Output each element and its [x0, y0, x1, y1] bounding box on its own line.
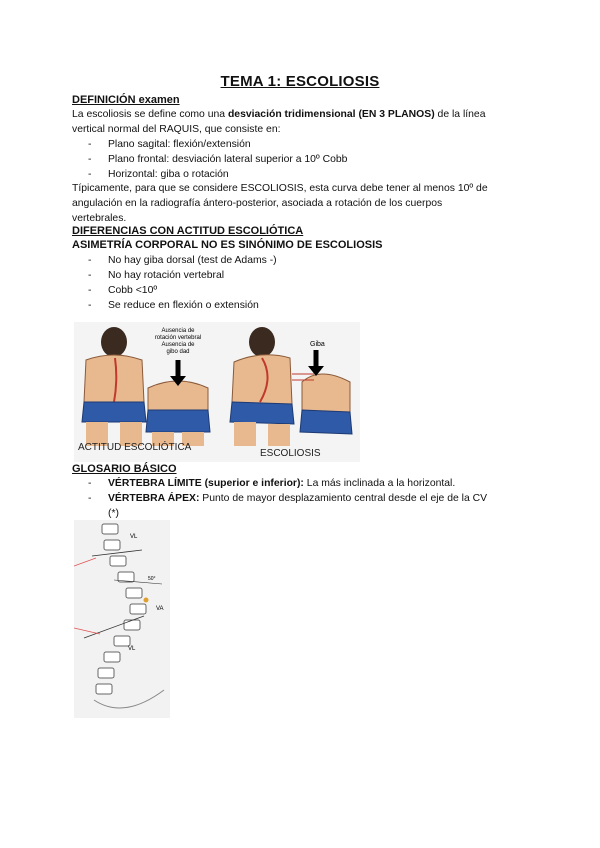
vertebra — [130, 604, 146, 614]
vertebra — [104, 540, 120, 550]
list-item: - Se reduce en flexión o extensión — [88, 300, 259, 311]
vertebra — [126, 588, 142, 598]
vertebra — [98, 668, 114, 678]
label-vl-top: VL — [130, 534, 138, 540]
page-title: TEMA 1: ESCOLIOSIS — [220, 73, 380, 90]
label-va: VA — [156, 606, 164, 612]
caption-right: ESCOLIOSIS — [260, 448, 321, 459]
bent-figure-right — [292, 350, 352, 434]
definition-text-bold: desviación tridimensional (EN 3 PLANOS) — [227, 109, 435, 120]
list-item: - Plano sagital: flexión/extensión — [88, 139, 251, 150]
vertebra — [102, 524, 118, 534]
list-item-continuation: (*) — [108, 508, 119, 519]
label-absence-2: rotación vertebral — [154, 335, 202, 341]
definition-text-line2: vertical normal del RAQUIS, que consiste en: — [72, 124, 281, 135]
list-item: - Cobb <10º — [88, 285, 158, 296]
bent-figure-left — [146, 360, 210, 446]
differences-heading: DIFERENCIAS CON ACTITUD ESCOLIÓTICA — [72, 225, 304, 237]
definition-heading: DEFINICIÓN examen — [72, 94, 180, 106]
caption-left: ACTITUD ESCOLIÓTICA — [78, 442, 192, 453]
vertebra — [124, 620, 140, 630]
list-item: - VÉRTEBRA ÁPEX: Punto de mayor desplazamiento central desde el eje de la CV — [88, 493, 488, 504]
vertebra — [104, 652, 120, 662]
list-item: - No hay rotación vertebral — [88, 270, 225, 281]
glossary-heading: GLOSARIO BÁSICO — [72, 463, 177, 475]
vertebra — [114, 636, 130, 646]
label-absence-3: Ausencia de — [161, 342, 195, 348]
comparison-illustration — [74, 322, 360, 462]
comparison-drawing — [74, 322, 360, 462]
label-absence-1: Ausencia de — [161, 328, 195, 334]
spine-xray-diagram — [74, 520, 170, 718]
definition-text-a: La escoliosis se define como una — [72, 109, 228, 120]
vertebra — [96, 684, 112, 694]
label-absence-4: gibo dad — [166, 349, 190, 355]
list-item: - No hay giba dorsal (test de Adams -) — [88, 255, 277, 266]
standing-figure-left — [82, 327, 146, 446]
definition-text-c: de la línea — [434, 109, 486, 120]
label-angle: 50° — [148, 576, 156, 582]
list-item: - Horizontal: giba o rotación — [88, 169, 229, 180]
label-giba: Giba — [310, 341, 325, 348]
label-vl-bottom: VL — [128, 646, 136, 652]
definition-paragraph — [72, 107, 532, 137]
asymmetry-subheading: ASIMETRÍA CORPORAL NO ES SINÓNIMO DE ESCOLIOSIS — [72, 239, 383, 251]
typical-paragraph: Típicamente, para que se considere ESCOLIOSIS, esta curva debe tener al menos 10º de angulación en la radiografía ántero-posterior, asociada a rotación de los cuerpos vertebrales. — [72, 183, 488, 224]
list-item: - Plano frontal: desviación lateral superior a 10º Cobb — [88, 154, 348, 165]
standing-figure-right — [230, 327, 294, 446]
list-item: - VÉRTEBRA LÍMITE (superior e inferior): La más inclinada a la horizontal. — [88, 478, 456, 489]
vertebra — [110, 556, 126, 566]
spine-drawing — [74, 520, 170, 718]
